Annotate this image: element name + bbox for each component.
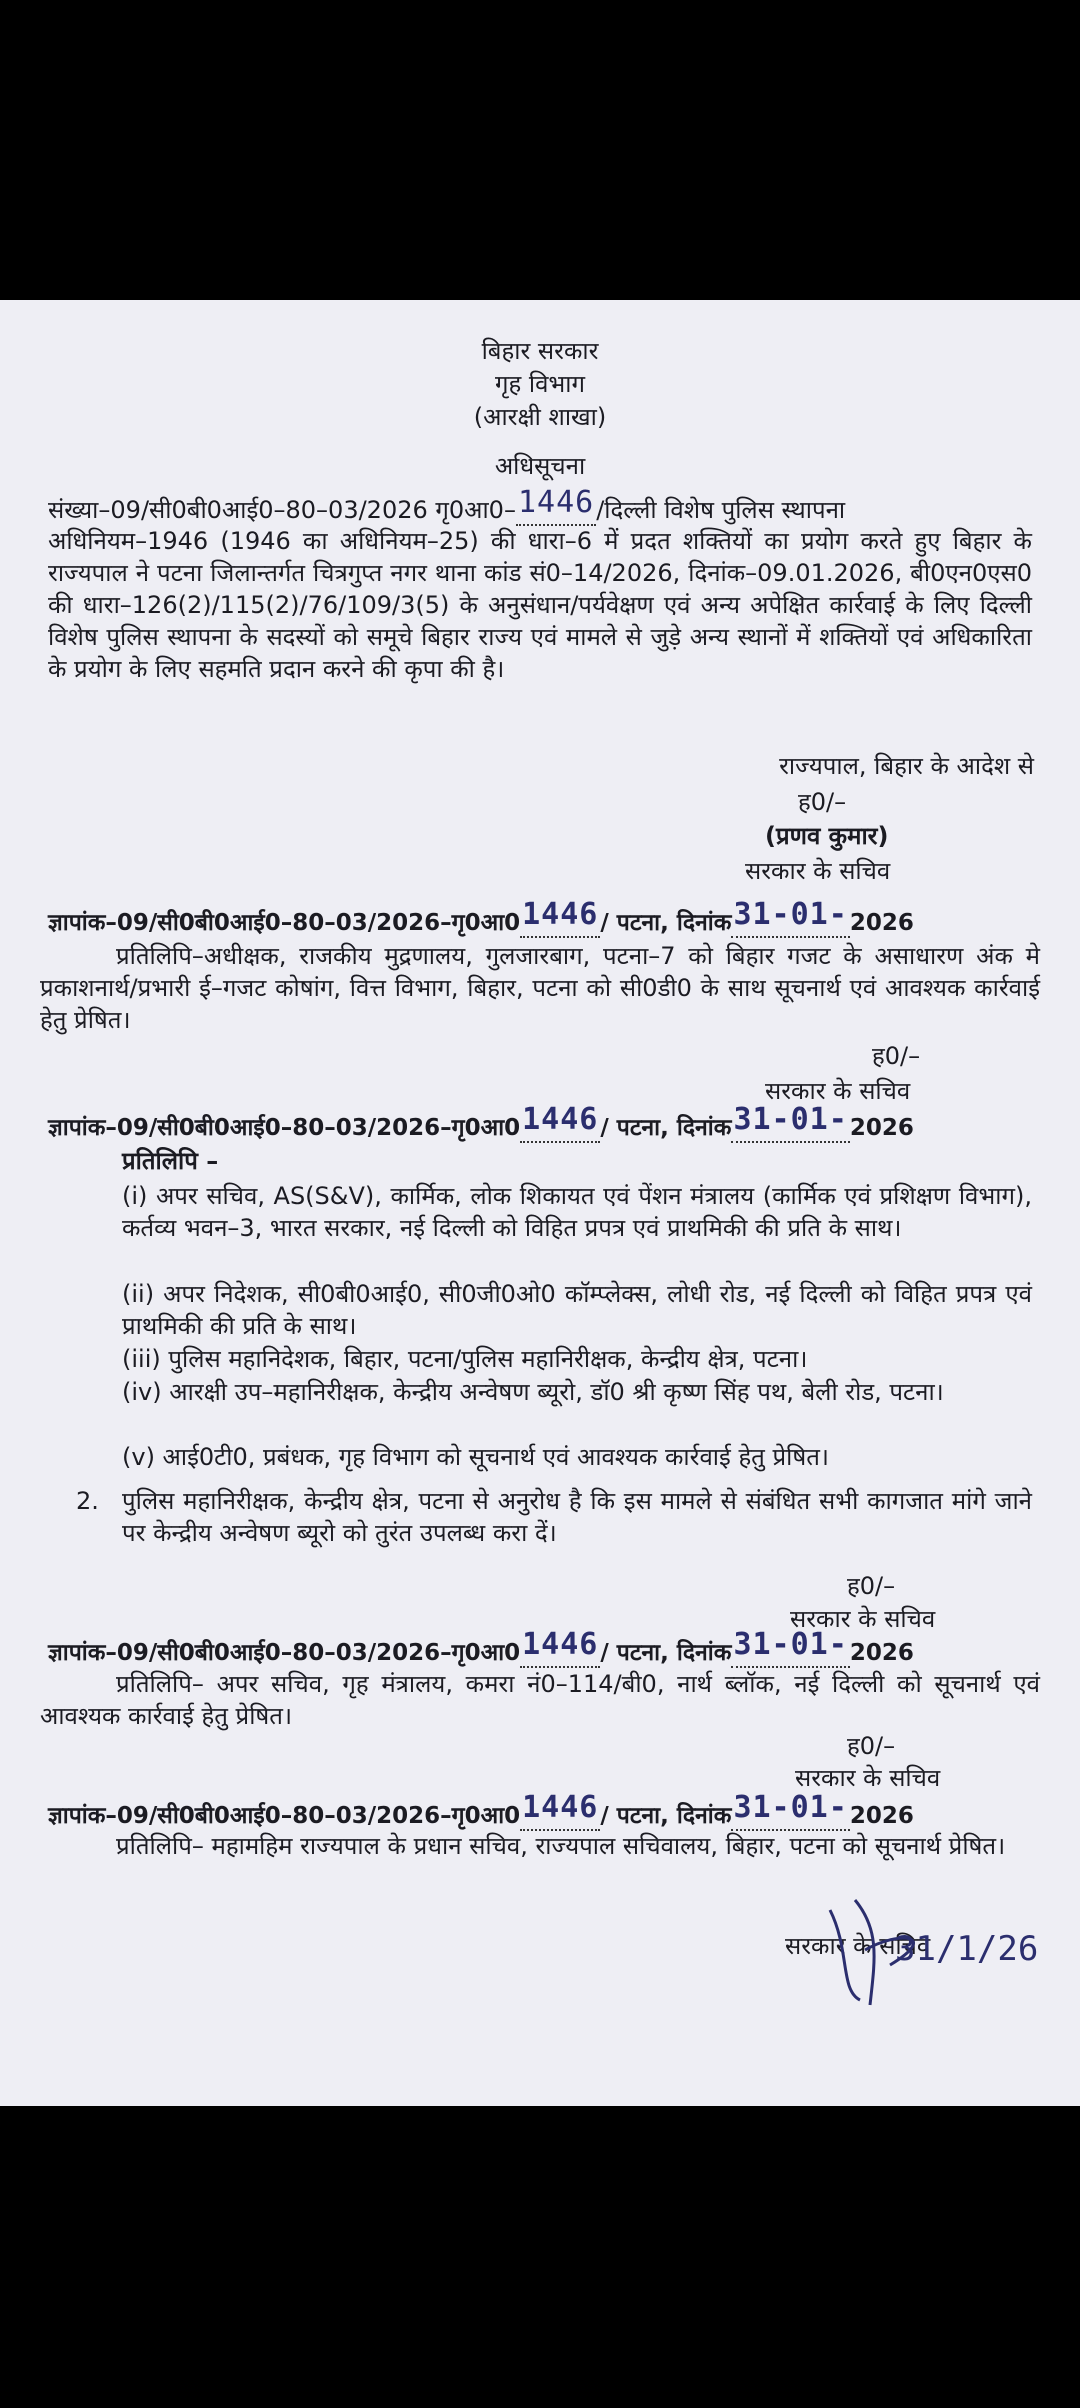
copy3-text: प्रतिलिपि– अपर सचिव, गृह मंत्रालय, कमरा नं0–114/बी0, नार्थ ब्लॉक, नई दिल्ली को सूचनार्थ एवं आवश्यक कार्रवाई हेतु प्रेषित। — [40, 1670, 1040, 1730]
signatory-designation: सरकार के सचिव — [745, 857, 891, 885]
notification-title: अधिसूचना — [494, 452, 586, 480]
handwritten-number: 1446 — [522, 897, 599, 932]
copy4-text: प्रतिलिपि– महामहिम राज्यपाल के प्रधान सचिव, राज्यपाल सचिवालय, बिहार, पटना को सूचनार्थ प्रेषित। — [116, 1832, 1006, 1860]
copy2-item-1: (i) अपर सचिव, AS(S&V), कार्मिक, लोक शिकायत एवं पेंशन मंत्रालय (कार्मिक एवं प्रशिक्षण विभाग), कर्तव्य भवन–3, भारत सरकार, नई दिल्ली को विहित प्रपत्र एवं प्राथमिकी की प्रति के साथ। — [122, 1182, 1032, 1242]
memo-year: 2026 — [849, 910, 914, 936]
signature-date: 31/1/26 — [895, 1929, 1039, 1969]
memo-prefix: ज्ञापांक–09/सी0बी0आई0–80–03/2026–गृ0आ0 — [48, 910, 521, 936]
memo-mid: / पटना, दिनांक — [600, 1115, 732, 1141]
memo-prefix: ज्ञापांक–09/सी0बी0आई0–80–03/2026–गृ0आ0 — [48, 1640, 521, 1666]
copy2-item-5: (v) आई0टी0, प्रबंधक, गृह विभाग को सूचनार्थ एवं आवश्यक कार्रवाई हेतु प्रेषित। — [122, 1443, 830, 1471]
copy4-designation: सरकार के सचिव — [785, 1932, 931, 1960]
number-field — [516, 485, 596, 526]
memo-line-2 — [48, 1102, 914, 1144]
handwritten-date: 31-01- — [733, 1627, 848, 1662]
copy3-designation: सरकार के सचिव — [795, 1764, 941, 1792]
signatory-name: (प्रणव कुमार) — [765, 822, 889, 850]
memo-prefix: ज्ञापांक–09/सी0बी0आई0–80–03/2026–गृ0आ0 — [48, 1803, 521, 1829]
handwritten-signature — [820, 1890, 1040, 2010]
order-sd: ह0/– — [798, 788, 847, 816]
header-dept: गृह विभाग — [494, 370, 586, 398]
memo-line-3 — [48, 1627, 914, 1669]
copy2-item-3: (iii) पुलिस महानिदेशक, बिहार, पटना/पुलिस महानिरीक्षक, केन्द्रीय क्षेत्र, पटना। — [122, 1345, 808, 1373]
handwritten-number: 1446 — [522, 1102, 599, 1137]
handwritten-number: 1446 — [522, 1627, 599, 1662]
number-prefix: संख्या–09/सी0बी0आई0–80–03/2026 गृ0आ0– — [48, 496, 516, 524]
copy2-item-2: (ii) अपर निदेशक, सी0बी0आई0, सी0जी0ओ0 कॉम्प्लेक्स, लोधी रोड, नई दिल्ली को विहित प्रपत्र एवं प्राथमिकी की प्रति के साथ। — [122, 1280, 1032, 1340]
copy2-item-4: (iv) आरक्षी उप–महानिरीक्षक, केन्द्रीय अन्वेषण ब्यूरो, डॉ0 श्री कृष्ण सिंह पथ, बेली रोड, पटना। — [122, 1378, 944, 1406]
memo-line-4 — [48, 1790, 914, 1832]
memo-year: 2026 — [849, 1640, 914, 1666]
header-govt: बिहार सरकार — [481, 337, 599, 365]
memo-prefix: ज्ञापांक–09/सी0बी0आई0–80–03/2026–गृ0आ0 — [48, 1115, 521, 1141]
handwritten-number: 1446 — [517, 485, 595, 520]
header-branch: (आरक्षी शाखा) — [473, 403, 607, 431]
main-paragraph: अधिनियम–1946 (1946 का अधिनियम–25) की धारा–6 में प्रदत शक्तियों का प्रयोग करते हुए बिहार के राज्यपाल ने पटना जिलान्तर्गत चित्रगुप्त नगर थाना कांड सं0–14/2026, दिनांक–09.01.2026, बी0एन0एस0 की धारा–126(2)/115(2)/76/109/3(5) के अनुसंधान/पर्यवेक्षण एवं अन्य अपेक्षित कार्रवाई के लिए दिल्ली विशेष पुलिस स्थापना के सदस्यों को समूचे बिहार राज्य एवं मामले से जुड़े अन्य स्थानों में शक्तियों एवं अधिकारिता के प्रयोग के लिए सहमति प्रदान करने की कृपा की है। — [48, 527, 1032, 683]
order-line: राज्यपाल, बिहार के आदेश से — [779, 752, 1034, 780]
point-2-text: पुलिस महानिरीक्षक, केन्द्रीय क्षेत्र, पटना से अनुरोध है कि इस मामले से संबंधित सभी कागजात मांगे जाने पर केन्द्रीय अन्वेषण ब्यूरो को तुरंत उपलब्ध करा दें। — [122, 1487, 1032, 1547]
memo-mid: / पटना, दिनांक — [600, 1803, 732, 1829]
copy1-designation: सरकार के सचिव — [765, 1077, 911, 1105]
copy1-sd: ह0/– — [872, 1042, 921, 1070]
copy2-title: प्रतिलिपि – — [122, 1147, 219, 1175]
copy1-text: प्रतिलिपि–अधीक्षक, राजकीय मुद्रणालय, गुलजारबाग, पटना–7 को बिहार गजट के असाधारण अंक मे प्रकाशनार्थ/प्रभारी ई–गजट कोषांग, वित्त विभाग, बिहार, पटना को सी0डी0 के साथ सूचनार्थ एवं आवश्यक कार्रवाई हेतु प्रेषित। — [40, 942, 1040, 1034]
memo-mid: / पटना, दिनांक — [600, 1640, 732, 1666]
memo-line-1 — [48, 897, 914, 939]
memo-mid: / पटना, दिनांक — [600, 910, 732, 936]
document-page — [0, 300, 1080, 2106]
memo-year: 2026 — [849, 1115, 914, 1141]
memo-year: 2026 — [849, 1803, 914, 1829]
handwritten-date: 31-01- — [733, 1790, 848, 1825]
copy2-designation: सरकार के सचिव — [790, 1605, 936, 1633]
copy3-sd: ह0/– — [847, 1732, 896, 1760]
handwritten-date: 31-01- — [733, 1102, 848, 1137]
handwritten-number: 1446 — [522, 1790, 599, 1825]
handwritten-date: 31-01- — [733, 897, 848, 932]
point-2-number: 2. — [76, 1487, 99, 1515]
notification-number-line — [48, 485, 846, 526]
copy2-sd: ह0/– — [847, 1572, 896, 1600]
number-suffix: /दिल्ली विशेष पुलिस स्थापना — [596, 496, 846, 524]
